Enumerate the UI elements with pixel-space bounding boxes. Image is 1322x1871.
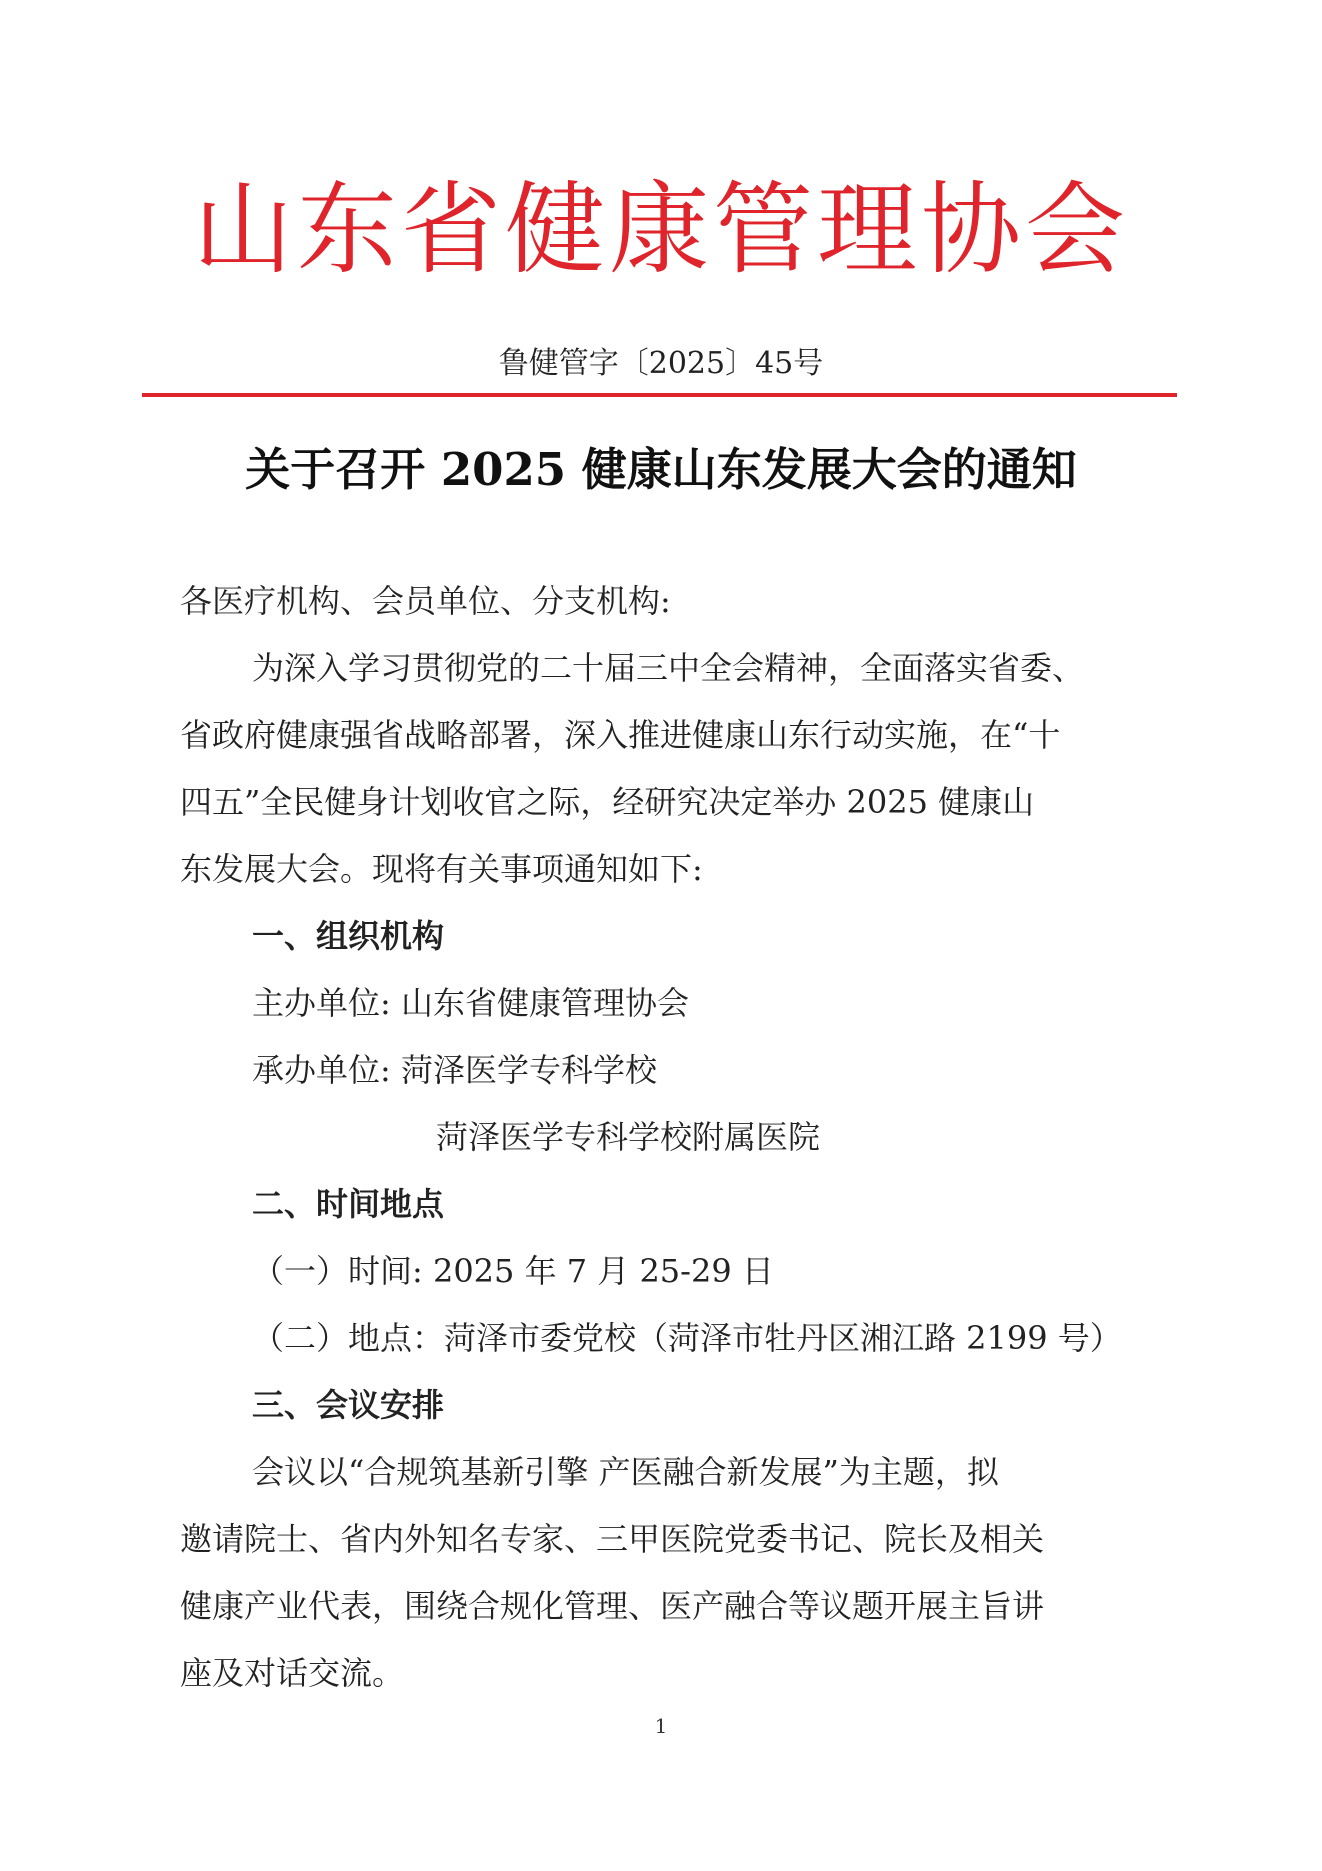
- arrangement-paragraph-line: 邀请院士、省内外知名专家、三甲医院党委书记、院长及相关: [180, 1520, 1045, 1558]
- section-heading-time-place: 二、时间地点: [252, 1185, 445, 1223]
- host-unit-line: 主办单位: 山东省健康管理协会: [252, 984, 689, 1022]
- intro-paragraph-line: 四五”全民健身计划收官之际，经研究决定举办 2025 健康山: [180, 783, 1035, 821]
- org-letterhead-title: 山东省健康管理协会: [193, 171, 1129, 288]
- document-number: 鲁健管字〔2025〕45号: [498, 346, 824, 381]
- meeting-time-line: （一）时间: 2025 年 7 月 25-29 日: [252, 1252, 774, 1290]
- arrangement-paragraph-line: 会议以“合规筑基新引擎 产医融合新发展”为主题，拟: [252, 1453, 999, 1491]
- notice-title: 关于召开 2025 健康山东发展大会的通知: [245, 443, 1077, 496]
- letterhead-red-rule: [142, 393, 1177, 397]
- organizer-unit-line-2: 菏泽医学专科学校附属医院: [436, 1118, 821, 1156]
- arrangement-paragraph-line: 座及对话交流。: [180, 1654, 405, 1692]
- page-number: 1: [654, 1714, 668, 1738]
- intro-paragraph-line: 东发展大会。现将有关事项通知如下:: [180, 850, 703, 888]
- meeting-place-line: （二）地点：菏泽市委党校（菏泽市牡丹区湘江路 2199 号）: [252, 1319, 1122, 1357]
- arrangement-paragraph-line: 健康产业代表，围绕合规化管理、医产融合等议题开展主旨讲: [180, 1587, 1045, 1625]
- intro-paragraph-line: 为深入学习贯彻党的二十届三中全会精神，全面落实省委、: [252, 649, 1085, 687]
- organizer-unit-line: 承办单位: 菏泽医学专科学校: [252, 1051, 657, 1089]
- section-heading-arrangement: 三、会议安排: [252, 1386, 445, 1424]
- intro-paragraph-line: 省政府健康强省战略部署，深入推进健康山东行动实施，在“十: [180, 716, 1061, 754]
- addressee-line: 各医疗机构、会员单位、分支机构:: [180, 582, 671, 620]
- section-heading-organization: 一、组织机构: [252, 917, 445, 955]
